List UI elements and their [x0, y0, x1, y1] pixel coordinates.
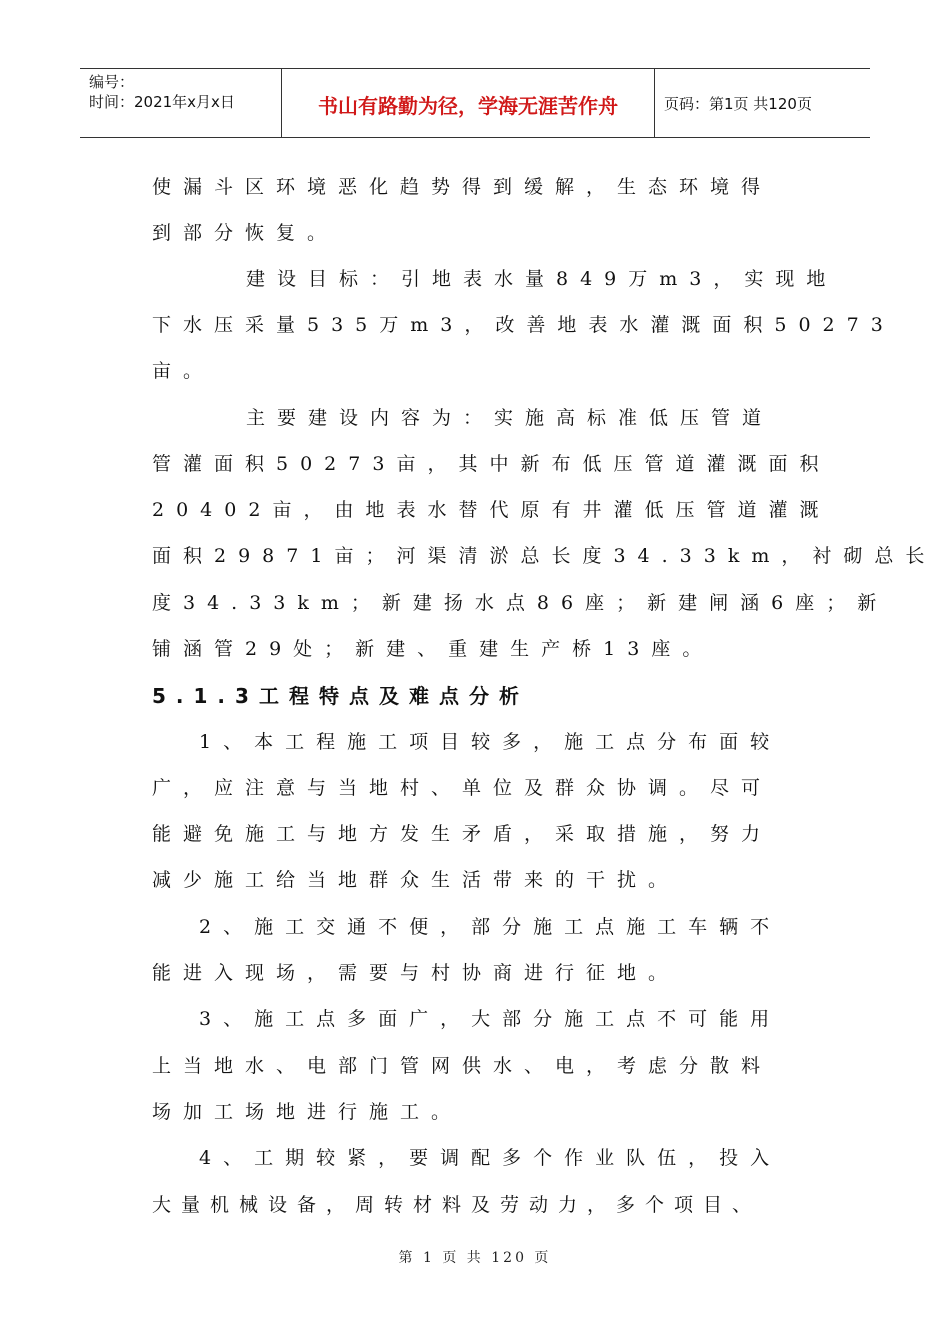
header-left-cell [80, 69, 282, 137]
section-line: 广，应注意与当地村、单位及群众协调。尽可 [152, 777, 773, 799]
body-line: 面积29871亩；河渠清淤总长度34.33km，衬砌总长 [152, 545, 937, 567]
body-line: 铺涵管29处；新建、重建生产桥13座。 [152, 638, 714, 660]
time-label: 时间：2021年x月x日 [89, 93, 235, 111]
body-line: 管灌面积50273亩，其中新布低压管道灌溉面积 [152, 453, 831, 475]
body-line: 主要建设内容为：实施高标准低压管道 [246, 407, 774, 429]
body-line: 下水压采量535万m3，改善地表水灌溉面积50273 [152, 314, 895, 336]
header-page-cell [655, 69, 870, 137]
section-line: 能避免施工与地方发生矛盾，采取措施，努力 [152, 823, 773, 845]
section-line: 大量机械设备，周转材料及劳动力，多个项目、 [152, 1194, 762, 1216]
section-line: 能进入现场，需要与村协商进行征地。 [152, 962, 680, 984]
section-line: 2、施工交通不便，部分施工点施工车辆不 [199, 916, 782, 938]
body-line: 使漏斗区环境恶化趋势得到缓解，生态环境得 [152, 176, 773, 198]
section-line: 减少施工给当地群众生活带来的干扰。 [152, 869, 680, 891]
body-line: 度34.33km；新建扬水点86座；新建闸涵6座；新 [152, 592, 889, 614]
section-heading: 5.1.3工程特点及难点分析 [152, 684, 529, 708]
section-line: 3、施工点多面广，大部分施工点不可能用 [199, 1008, 782, 1030]
section-line: 4、工期较紧，要调配多个作业队伍，投入 [199, 1147, 782, 1169]
body-line: 20402亩，由地表水替代原有井灌低压管道灌溉 [152, 499, 831, 521]
number-label: 编号： [89, 73, 135, 91]
section-line: 上当地水、电部门管网供水、电，考虑分散料 [152, 1055, 773, 1077]
body-line: 亩。 [152, 360, 215, 382]
page-footer: 第 1 页 共 120 页 [398, 1250, 552, 1266]
section-line: 1、本工程施工项目较多，施工点分布面较 [199, 731, 782, 753]
body-line: 到部分恢复。 [152, 222, 339, 244]
page-header [80, 68, 870, 138]
motto: 书山有路勤为径，学海无涯苦作舟 [318, 94, 618, 118]
body-line: 建设目标：引地表水量849万m3，实现地 [246, 268, 838, 290]
section-line: 场加工场地进行施工。 [152, 1101, 463, 1123]
header-motto-cell [282, 69, 655, 137]
page-info: 页码：第1页 共120页 [664, 95, 812, 113]
